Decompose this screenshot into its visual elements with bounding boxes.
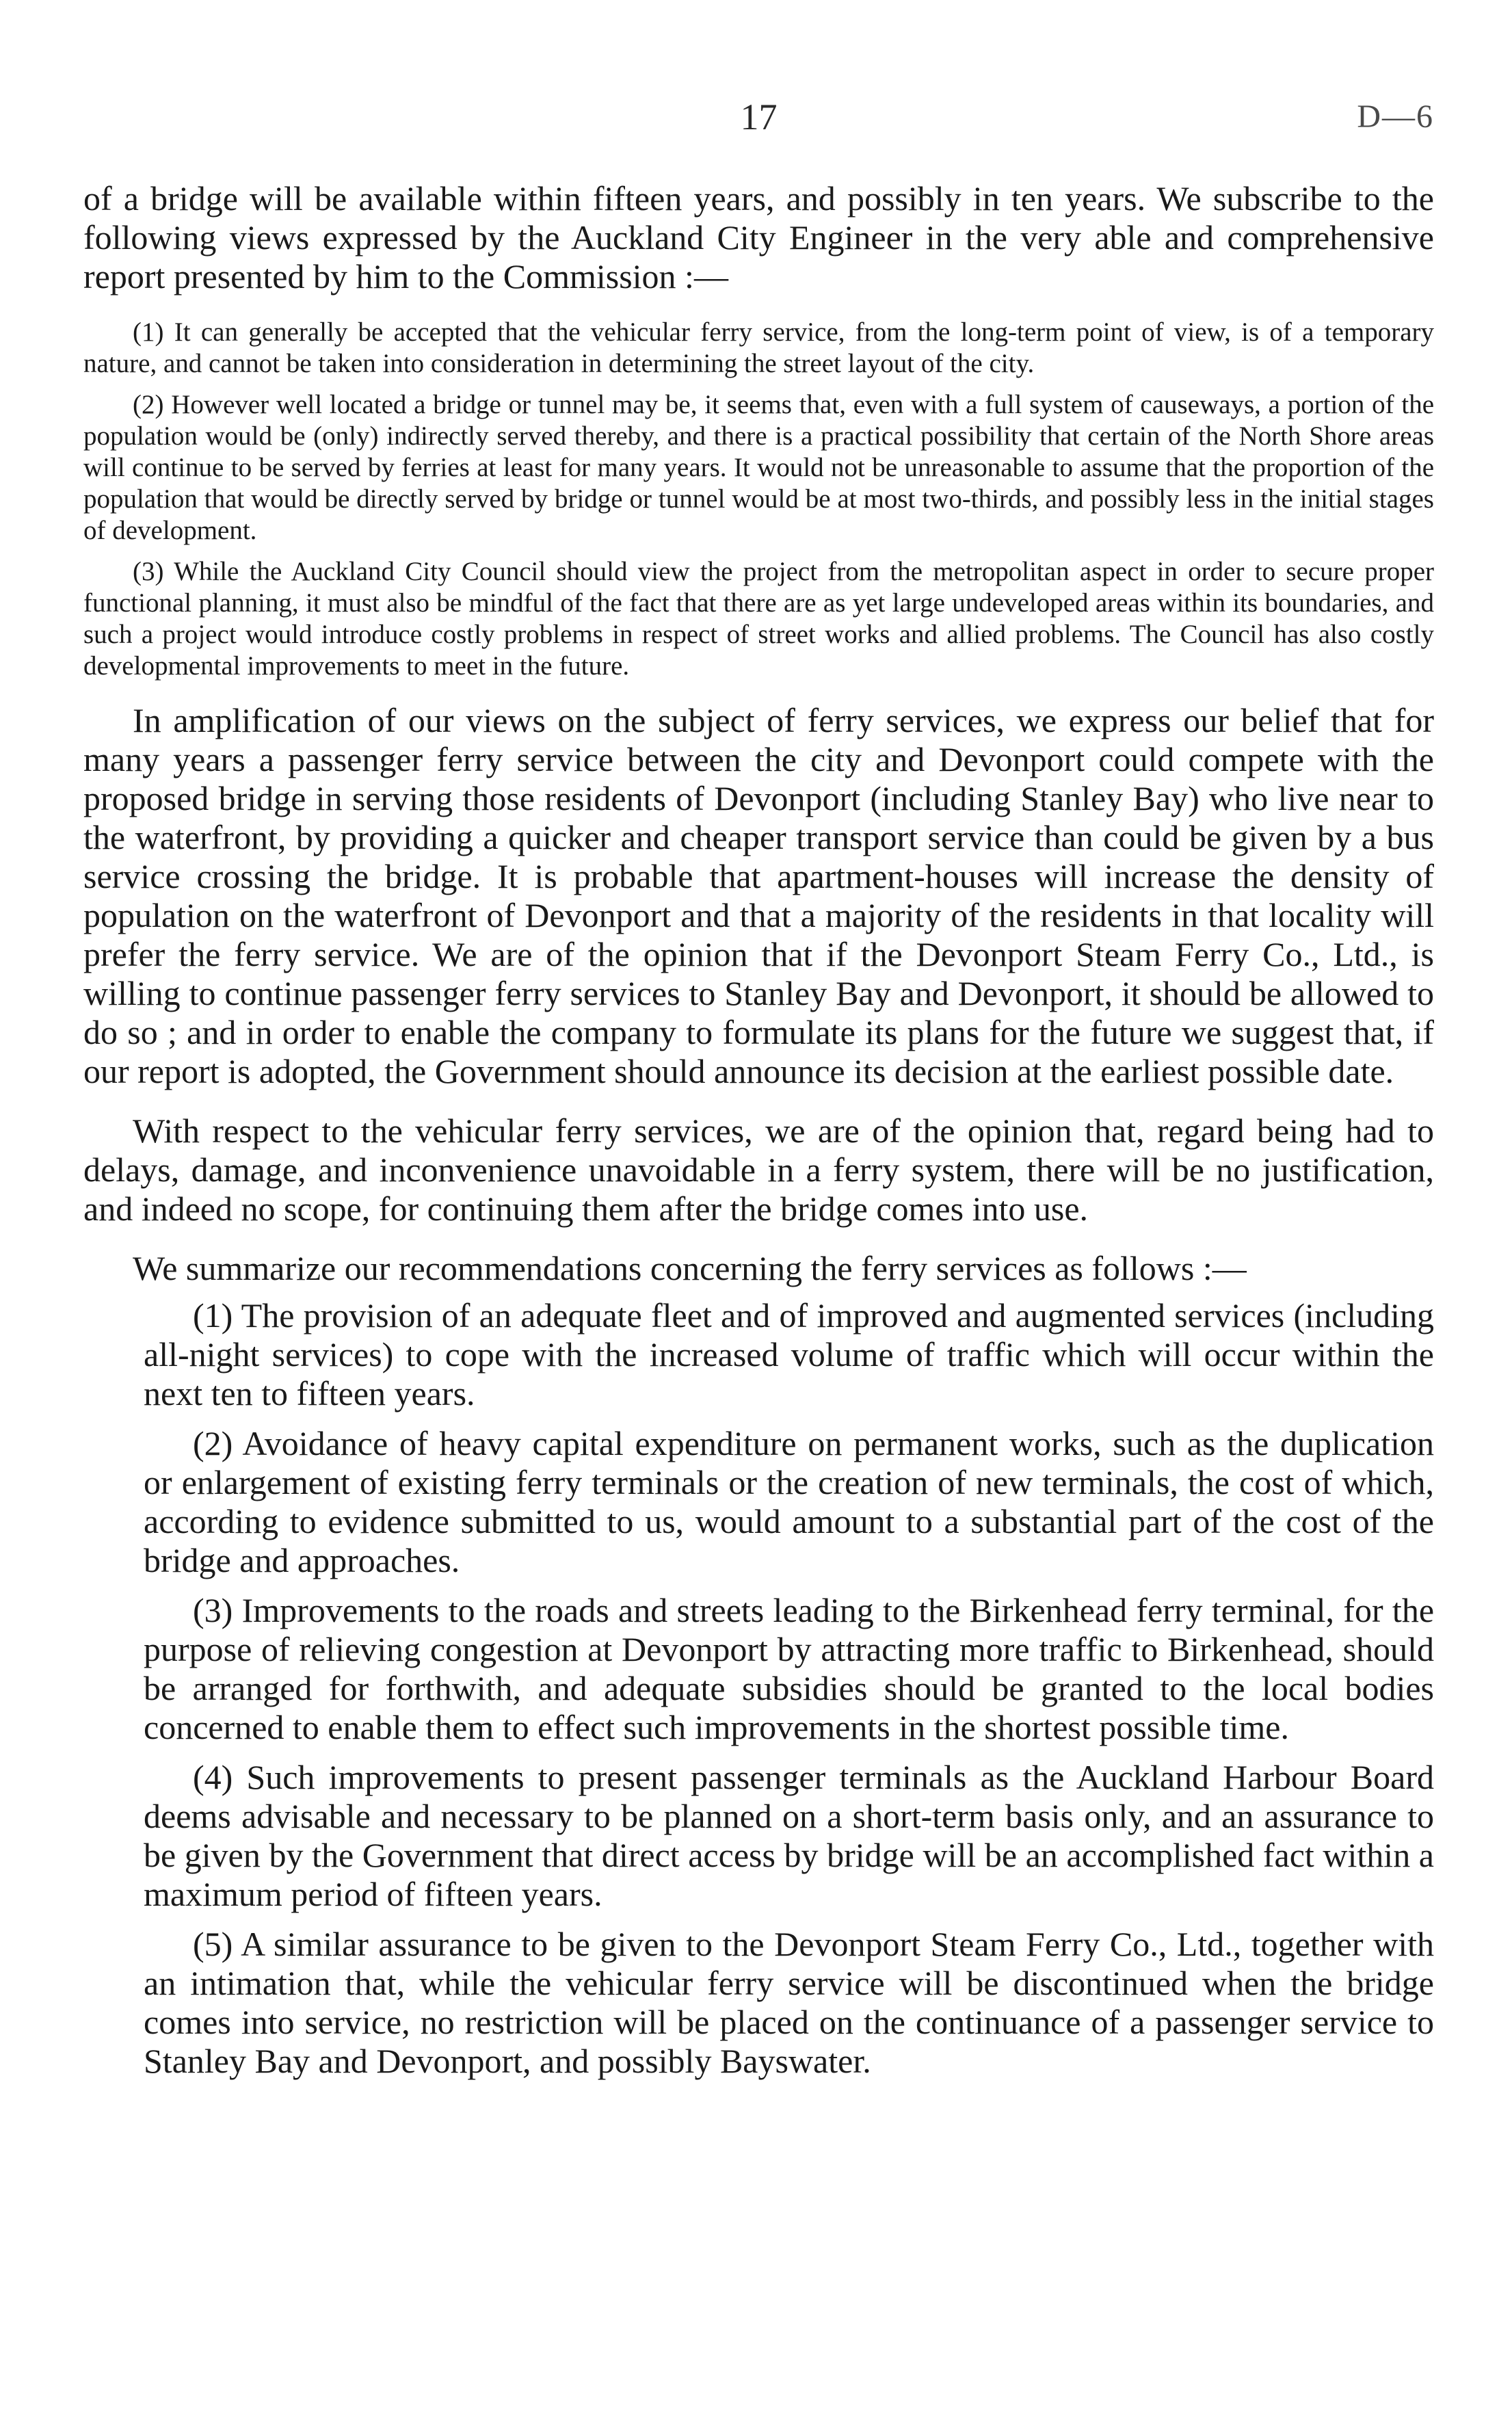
item-number: (2): [133, 390, 164, 419]
lead-paragraph: of a bridge will be available within fifteen years, and possibly in ten years. We subscribe to the following views expressed by the Auckland City Engineer in the very able and comprehensive report presented by him to the Commission :—: [83, 179, 1434, 295]
recommendation-item: [144, 1424, 1434, 1580]
page-header: [83, 93, 1434, 141]
engineer-views-list: [83, 317, 1434, 682]
item-text: However well located a bridge or tunnel may be, it seems that, even with a full system of causeways, a portion of the population would be (only) indirectly served thereby, and there is a practical possibility that certain of the North Shore areas will continue to be served by ferries at least for many years. It would not be unreasonable to assume that the proportion of the population that would be directly served by bridge or tunnel would be at most two-thirds, and possibly less in the initial stages of development.: [83, 390, 1434, 545]
item-text: The provision of an adequate fleet and of improved and augmented services (including all-night services) to cope with the increased volume of traffic which will occur within the next ten to fifteen years.: [144, 1296, 1434, 1412]
recommendation-item: [144, 1758, 1434, 1914]
page-number: 17: [740, 96, 778, 137]
document-reference: D—6: [1357, 98, 1434, 135]
item-number: (3): [133, 557, 164, 586]
recommendation-item: [144, 1296, 1434, 1413]
item-number: (5): [193, 1925, 233, 1963]
recommendations-intro: We summarize our recommendations concerning the ferry services as follows :—: [133, 1249, 1247, 1287]
item-number: (2): [193, 1424, 233, 1462]
engineer-view-item: [83, 317, 1434, 380]
item-number: (3): [193, 1591, 233, 1629]
item-text: Improvements to the roads and streets leading to the Birkenhead ferry terminal, for the purpose of relieving congestion at Devonport by attracting more traffic to Birkenhead, should be arranged for forthwith, and adequate subsidies should be granted to the local bodies concerned to enable them to effect such improvements in the shortest possible time.: [144, 1591, 1435, 1746]
item-number: (1): [133, 317, 164, 347]
item-number: (4): [193, 1758, 233, 1796]
page-body: [83, 179, 1434, 2092]
recommendations-list: [83, 1296, 1434, 2081]
item-text: Such improvements to present passenger terminals as the Auckland Harbour Board deems advisable and necessary to be planned on a short-term basis only, and an assurance to be given by the Government that direct access by bridge will be an accomplished fact within a maximum period of fifteen years.: [144, 1758, 1434, 1913]
recommendation-item: [144, 1591, 1434, 1747]
item-text: A similar assurance to be given to the Devonport Steam Ferry Co., Ltd., together with an intimation that, while the vehicular ferry service will be discontinued when the bridge comes into service, no restriction will be placed on the continuance of a passenger service to Stanley Bay and Devonport, and possibly Bayswater.: [144, 1925, 1435, 2080]
item-text: Avoidance of heavy capital expenditure on permanent works, such as the duplication or enlargement of existing ferry terminals or the creation of new terminals, the cost of which, according to evidence submitted to us, would amount to a substantial part of the cost of the bridge and approaches.: [144, 1424, 1434, 1579]
engineer-view-item: [83, 389, 1434, 547]
body-paragraph: With respect to the vehicular ferry services, we are of the opinion that, regard being had to delays, damage, and inconvenience unavoidable in a ferry system, there will be no justification, and indeed no scope, for continuing them after the bridge comes into use.: [83, 1112, 1434, 1228]
body-paragraph: In amplification of our views on the subject of ferry services, we express our belief that for many years a passenger ferry service between the city and Devonport could compete with the proposed bridge in serving those residents of Devonport (including Stanley Bay) who live near to the waterfront, by providing a quicker and cheaper transport service than could be given by a bus service crossing the bridge. It is probable that apartment-houses will increase the density of population on the waterfront of Devonport and that a majority of the residents in that locality will prefer the ferry service. We are of the opinion that if the Devonport Steam Ferry Co., Ltd., is willing to continue passenger ferry services to Stanley Bay and Devonport, it should be allowed to do so ; and in order to enable the company to formulate its plans for the future we suggest that, if our report is adopted, the Government should announce its decision at the earliest possible date.: [83, 701, 1434, 1090]
item-number: (1): [193, 1296, 233, 1335]
engineer-view-item: [83, 556, 1434, 682]
recommendation-item: [144, 1925, 1434, 2081]
item-text: While the Auckland City Council should view the project from the metropolitan aspect in order to secure proper functional planning, it must also be mindful of the fact that there are as yet large undeveloped areas within its boundaries, and such a project would introduce costly problems in respect of street works and allied problems. The Council has also costly developmental improvements to meet in the future.: [83, 557, 1434, 681]
item-text: It can generally be accepted that the vehicular ferry service, from the long-term point of view, is of a temporary nature, and cannot be taken into consideration in determining the street layout of the city.: [83, 317, 1435, 378]
